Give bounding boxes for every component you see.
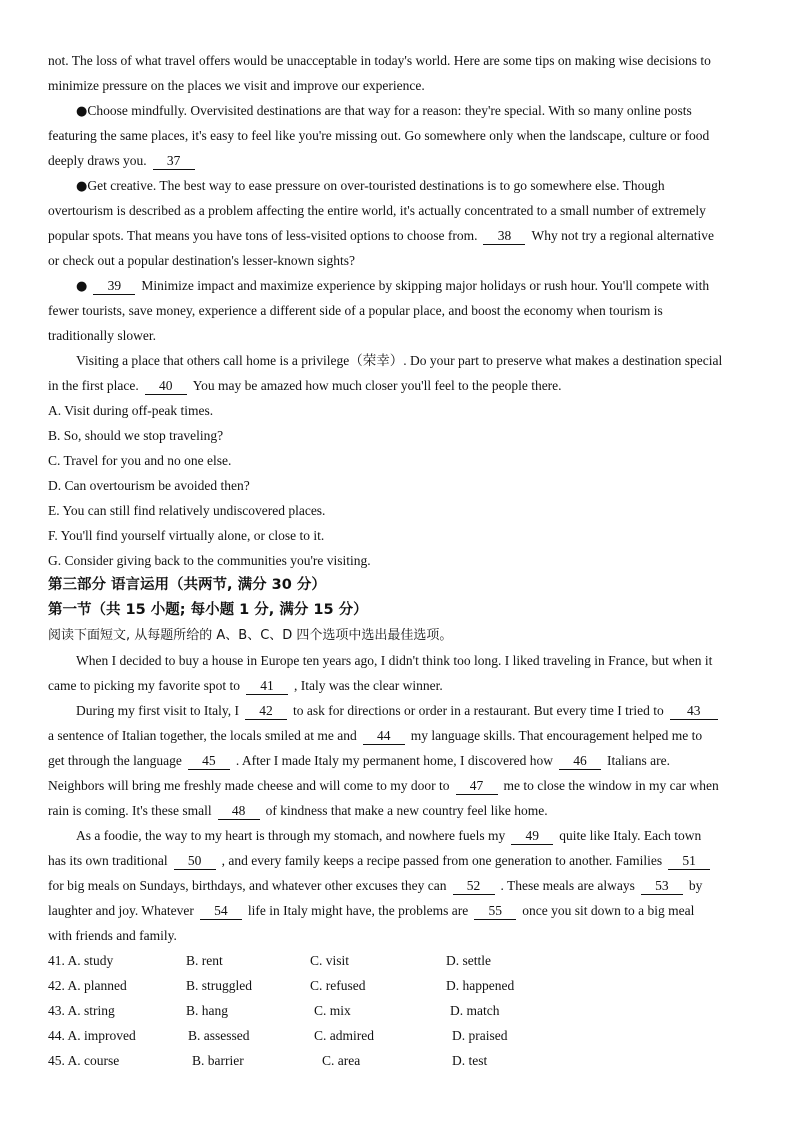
para2-line2: in the first place. 40 You may be amazed how much closer you'll feel to the people there.: [48, 378, 562, 393]
option-44-a: 44. A. improved: [48, 1028, 136, 1043]
bullet-icon: ●: [76, 179, 88, 194]
tip1-line3: deeply draws you. 37: [48, 148, 748, 173]
section1-title: 第一节（共 15 小题; 每小题 1 分, 满分 15 分）: [48, 602, 368, 618]
option-44-d: D. praised: [452, 1028, 508, 1043]
blank-53: 53: [641, 877, 683, 895]
tip3-line3: traditionally slower.: [48, 328, 156, 343]
question-42: [48, 973, 748, 998]
part3-title: 第三部分 语言运用（共两节, 满分 30 分）: [48, 577, 326, 593]
para2-line1: Visiting a place that others call home is a privilege（荣幸）. Do your part to preserve what makes a destination special: [76, 353, 723, 368]
blank-49: 49: [511, 827, 553, 845]
option-41-c: C. visit: [310, 953, 350, 968]
blank-38: 38: [483, 227, 525, 245]
cloze-p3-line1: As a foodie, the way to my heart is through my stomach, and nowhere fuels my 49 quite like Italy. Each town: [76, 828, 702, 843]
tip2-line2: overtourism is described as a problem affecting the entire world, it's actually concentrated to a small number of extremely: [48, 203, 706, 218]
option-42-b: B. struggled: [186, 978, 252, 993]
blank-37: 37: [153, 152, 195, 170]
instruction: 阅读下面短文, 从每题所给的 A、B、C、D 四个选项中选出最佳选项。: [48, 628, 453, 643]
option-43-c: C. mix: [314, 1003, 351, 1018]
option-45-a: 45. A. course: [48, 1053, 120, 1068]
para1-line2: minimize pressure on the places we visit and improve our experience.: [48, 78, 425, 93]
option-41-d: D. settle: [446, 953, 491, 968]
option-44-c: C. admired: [314, 1028, 374, 1043]
cloze-p2-line2: a sentence of Italian together, the locals smiled at me and 44 my language skills. That encouragement helped me to: [48, 728, 703, 743]
cloze-p2-line1: During my first visit to Italy, I 42 to ask for directions or order in a restaurant. But every time I tried to 43: [48, 698, 748, 723]
blank-51: 51: [668, 852, 710, 870]
option-45-c: C. area: [322, 1053, 361, 1068]
cloze-p1-line2: came to picking my favorite spot to 41 , Italy was the clear winner.: [48, 678, 443, 693]
bullet-icon: ●: [76, 104, 88, 119]
tip2-line4: or check out a popular destination's lesser-known sights?: [48, 253, 355, 268]
question-44: [48, 1023, 748, 1048]
blank-46: 46: [559, 752, 601, 770]
bullet-icon: ●: [76, 279, 88, 294]
option-g: G. Consider giving back to the communities you're visiting.: [48, 553, 371, 568]
blank-43: 43: [670, 702, 718, 720]
cloze-p3-line2: has its own traditional 50 , and every family keeps a recipe passed from one generation to another. Families 51: [48, 848, 748, 873]
option-44-b: B. assessed: [188, 1028, 250, 1043]
option-42-a: 42. A. planned: [48, 978, 127, 993]
blank-41: 41: [246, 677, 288, 695]
cloze-p2-line5: rain is coming. It's these small 48 of kindness that make a new country feel like home.: [48, 803, 548, 818]
blank-52: 52: [453, 877, 495, 895]
option-42-c: C. refused: [310, 978, 366, 993]
blank-44: 44: [363, 727, 405, 745]
option-41-a: 41. A. study: [48, 953, 114, 968]
para1-line1: not. The loss of what travel offers would be unacceptable in today's world. Here are some tips on making wise decisions to: [48, 53, 711, 68]
blank-39: 39: [93, 277, 135, 295]
option-e: E. You can still find relatively undiscovered places.: [48, 503, 326, 518]
option-43-d: D. match: [450, 1003, 500, 1018]
cloze-p2-line3: get through the language 45 . After I made Italy my permanent home, I discovered how 46 Italians are.: [48, 753, 670, 768]
blank-54: 54: [200, 902, 242, 920]
tip3-line2: fewer tourists, save money, experience a different side of a popular place, and boost the economy when tourism is: [48, 303, 663, 318]
question-45: [48, 1048, 748, 1073]
blank-50: 50: [174, 852, 216, 870]
tip3-line1: ● 39 Minimize impact and maximize experience by skipping major holidays or rush hour. You'll compete with: [76, 278, 710, 294]
tip1-line2: featuring the same places, it's easy to feel like you're missing out. Go somewhere only when the landscape, culture or food: [48, 128, 710, 143]
option-43-b: B. hang: [186, 1003, 228, 1018]
option-43-a: 43. A. string: [48, 1003, 115, 1018]
cloze-p3-line5: with friends and family.: [48, 928, 177, 943]
tip1-line1: ●Choose mindfully. Overvisited destinations are that way for a reason: they're special. With so many online posts: [76, 103, 692, 119]
cloze-p3-line4: laughter and joy. Whatever 54 life in Italy might have, the problems are 55 once you sit down to a big meal: [48, 903, 695, 918]
blank-42: 42: [245, 702, 287, 720]
blank-55: 55: [474, 902, 516, 920]
tip2-line1: ●Get creative. The best way to ease pressure on over-touristed destinations is to go somewhere else. Though: [76, 178, 665, 194]
option-41-b: B. rent: [186, 953, 223, 968]
question-43: [48, 998, 748, 1023]
question-41: [48, 948, 748, 973]
option-45-d: D. test: [452, 1053, 488, 1068]
blank-47: 47: [456, 777, 498, 795]
blank-45: 45: [188, 752, 230, 770]
option-c: C. Travel for you and no one else.: [48, 453, 232, 468]
option-45-b: B. barrier: [192, 1053, 244, 1068]
cloze-p2-line4: Neighbors will bring me freshly made cheese and will come to my door to 47 me to close the window in my car when: [48, 778, 719, 793]
blank-48: 48: [218, 802, 260, 820]
blank-40: 40: [145, 377, 187, 395]
option-d: D. Can overtourism be avoided then?: [48, 478, 250, 493]
cloze-p3-line3: for big meals on Sundays, birthdays, and whatever other excuses they can 52 . These meals are always 53 by: [48, 878, 703, 893]
option-b: B. So, should we stop traveling?: [48, 428, 224, 443]
document-page: [48, 48, 748, 1073]
option-a: A. Visit during off-peak times.: [48, 403, 214, 418]
option-42-d: D. happened: [446, 978, 515, 993]
tip2-line3: popular spots. That means you have tons of less-visited options to choose from. 38 Why not try a regional alternative: [48, 228, 715, 243]
option-f: F. You'll find yourself virtually alone, or close to it.: [48, 528, 325, 543]
cloze-p1-line1: When I decided to buy a house in Europe ten years ago, I didn't think too long. I liked traveling in France, but when it: [76, 653, 713, 668]
